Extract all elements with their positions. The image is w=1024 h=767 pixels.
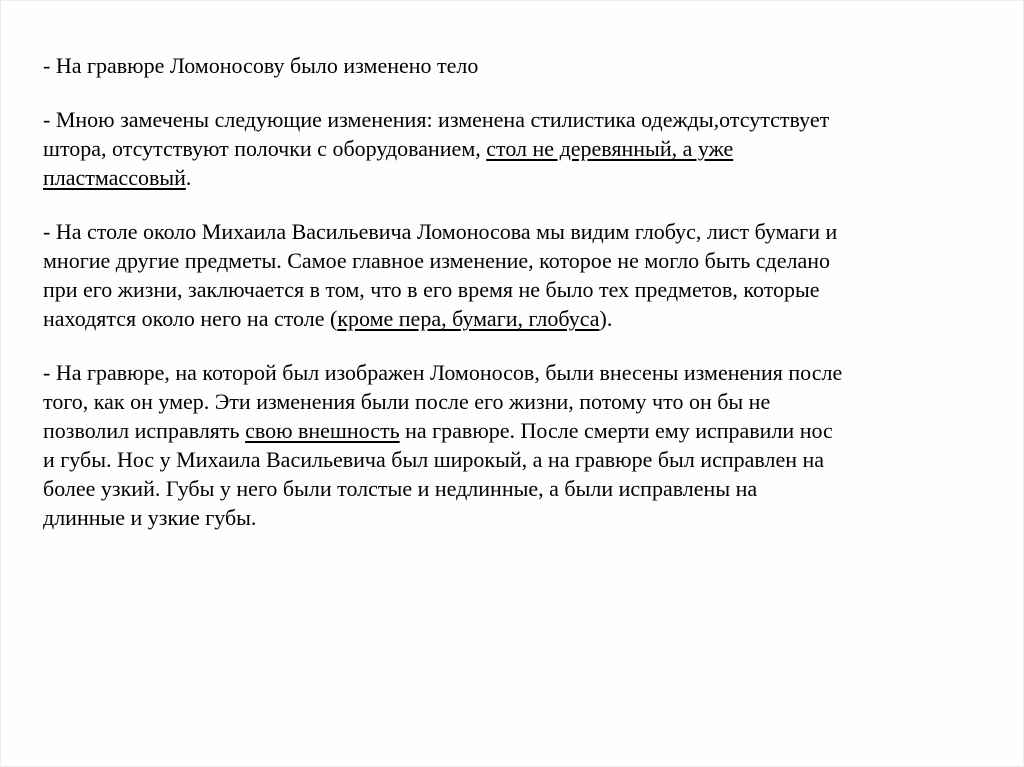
text-line xyxy=(43,304,995,333)
text-segment: позволил исправлять xyxy=(43,418,246,443)
text-block xyxy=(1,1,1023,532)
underlined-phrase: стол не деревянный, а уже xyxy=(486,136,734,161)
text-line xyxy=(43,445,995,474)
underlined-phrase: кроме пера, бумаги, глобуса xyxy=(337,306,600,331)
text-line xyxy=(43,474,995,503)
text-segment: - На гравюре, на которой был изображен Ломоносов, были внесены изменения после xyxy=(43,360,843,385)
underlined-phrase: свою внешность xyxy=(245,418,400,443)
paragraph xyxy=(43,358,995,532)
text-line xyxy=(43,51,995,80)
text-line xyxy=(43,217,995,246)
text-line xyxy=(43,163,995,192)
text-segment: многие другие предметы. Самое главное изменение, которое не могло быть сделано xyxy=(43,248,831,273)
text-segment: длинные и узкие губы. xyxy=(43,505,257,530)
text-segment: более узкий. Губы у него были толстые и недлинные, а были исправлены на xyxy=(43,476,758,501)
text-segment: . xyxy=(185,165,192,190)
text-segment: - На гравюре Ломоносову было изменено тело xyxy=(43,53,479,78)
text-line xyxy=(43,275,995,304)
text-segment: штора, отсутствуют полочки с оборудованием, xyxy=(43,136,487,161)
text-line xyxy=(43,416,995,445)
text-segment: - Мною замечены следующие изменения: изменена стилистика одежды,отсутствует xyxy=(43,107,830,132)
text-segment: на гравюре. После смерти ему исправили нос xyxy=(399,418,833,443)
text-segment: - На столе около Михаила Васильевича Ломоносова мы видим глобус, лист бумаги и xyxy=(43,219,838,244)
text-line xyxy=(43,503,995,532)
text-segment: ). xyxy=(599,306,613,331)
paragraph xyxy=(43,217,995,333)
text-segment: находятся около него на столе ( xyxy=(43,306,338,331)
paragraph xyxy=(43,51,995,80)
text-segment: и губы. Нос у Михаила Васильевича был широкый, а на гравюре был исправлен на xyxy=(43,447,825,472)
paragraph xyxy=(43,105,995,192)
text-line xyxy=(43,105,995,134)
text-line xyxy=(43,358,995,387)
text-line xyxy=(43,387,995,416)
underlined-phrase: пластмассовый xyxy=(43,165,186,190)
text-segment: того, как он умер. Эти изменения были после его жизни, потому что он бы не xyxy=(43,389,771,414)
text-line xyxy=(43,246,995,275)
text-segment: при его жизни, заключается в том, что в его время не было тех предметов, которые xyxy=(43,277,820,302)
text-line xyxy=(43,134,995,163)
